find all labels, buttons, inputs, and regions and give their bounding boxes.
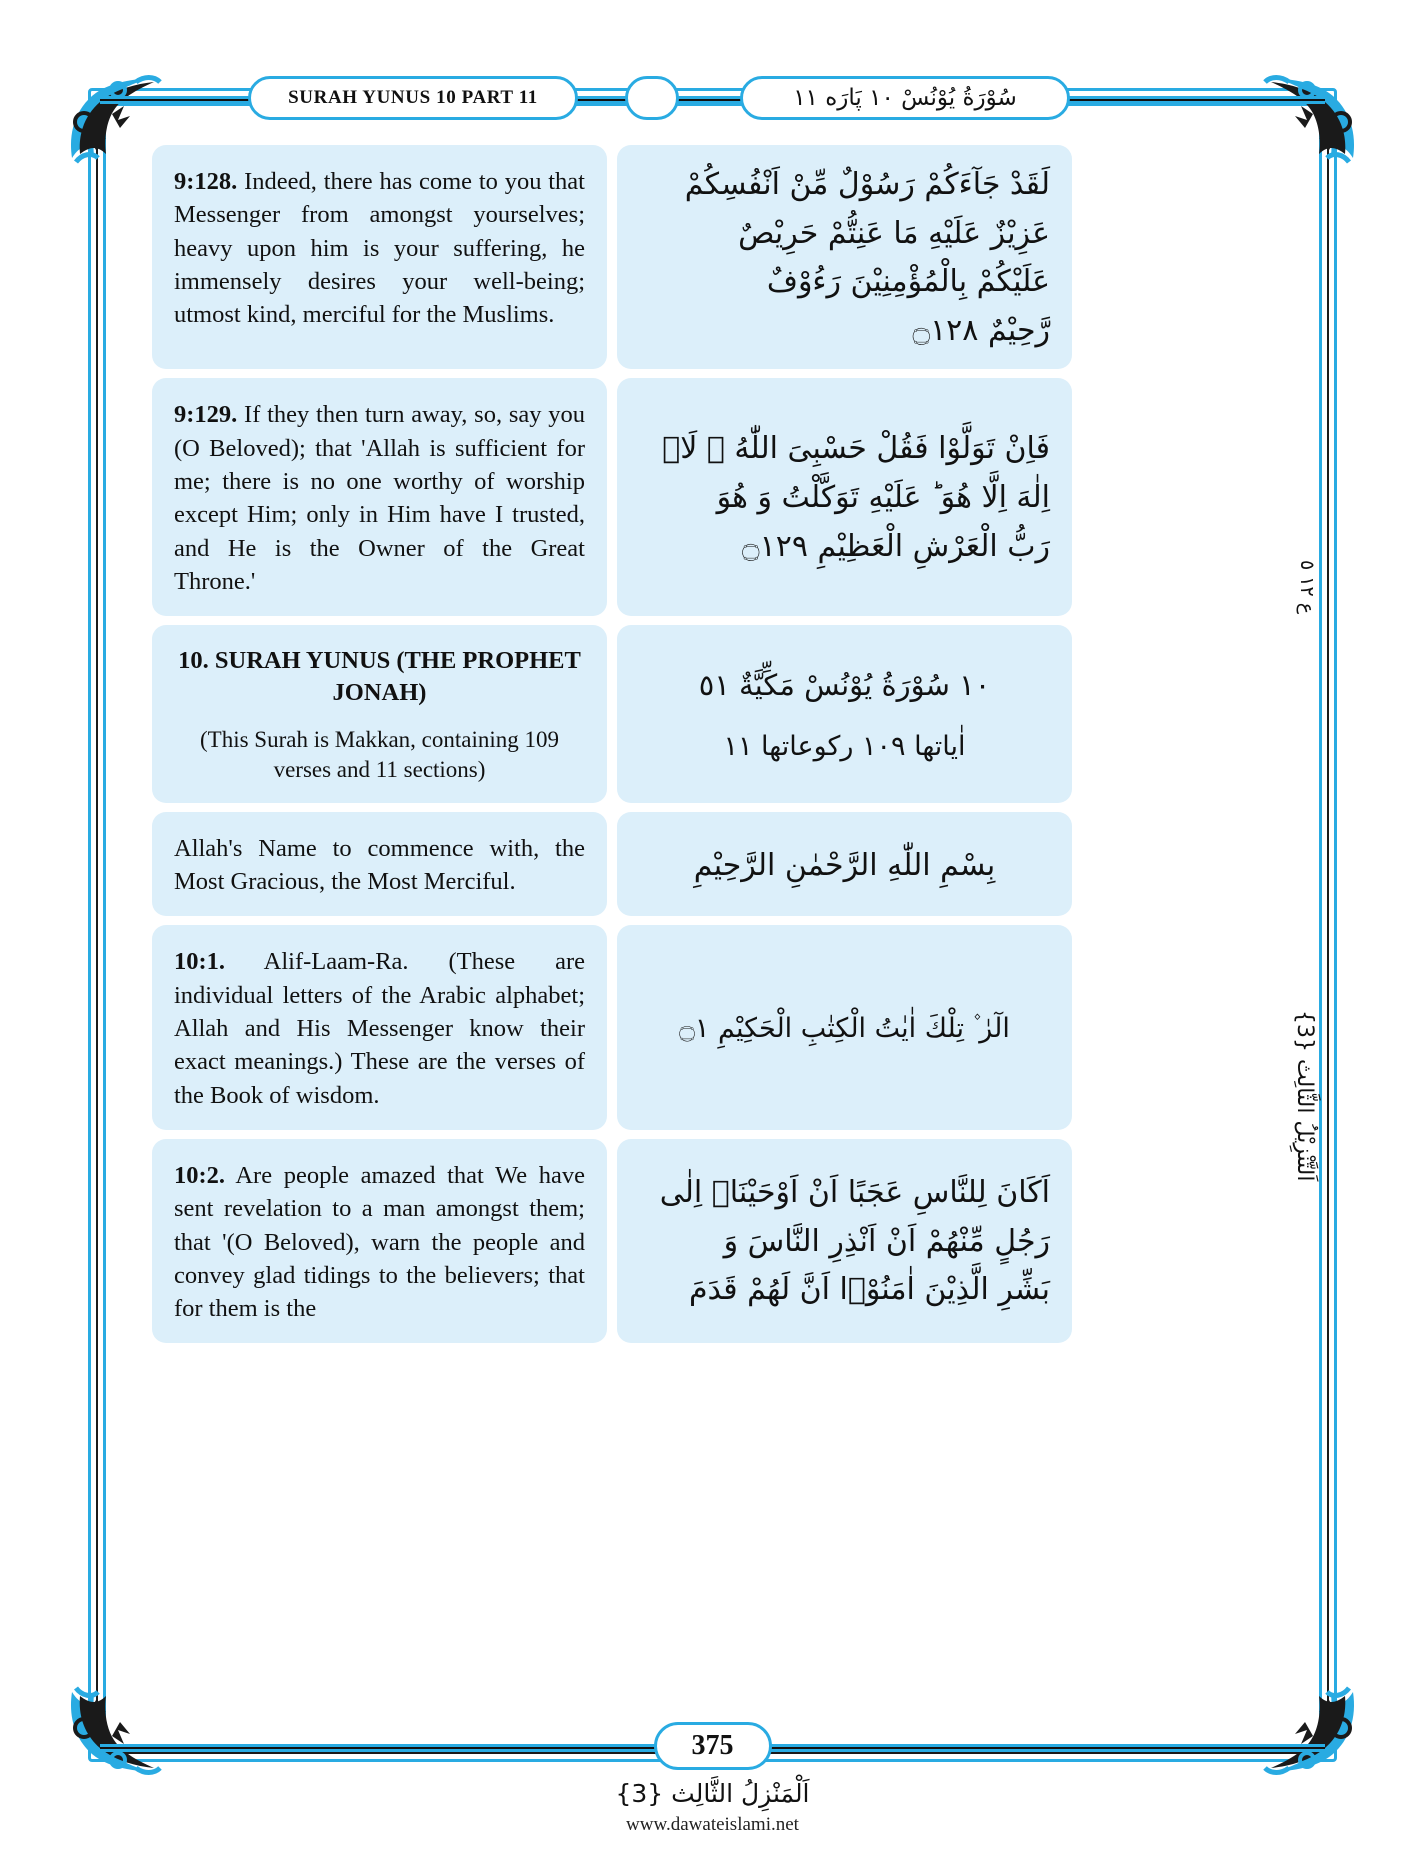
verse-row: [152, 1139, 1072, 1344]
arabic-line: فَاِنْ تَوَلَّوْا فَقُلْ حَسْبِیَ اللّٰهُ ۖ لَاۤ: [662, 431, 1050, 467]
header-banner-english-label: SURAH YUNUS 10 PART 11: [288, 87, 538, 108]
surah-header-arabic-cell: [617, 625, 1072, 802]
surah-meta-arabic: اٰیاتها ١٠٩ رکوعاتها ١١: [723, 730, 966, 762]
surah-header-english-cell: [152, 625, 607, 802]
translation-body: If they then turn away, so, say you (O Beloved); that 'Allah is sufficient for me; there is no one worthy of worship except Him; only in Him have I trusted, and He is the Owner of the Great Throne.': [174, 401, 585, 595]
verse-reference: 9:129.: [174, 401, 238, 429]
footer-manzil-label: اَلْمَنْزِلُ الثَّالِث {3}: [615, 1779, 810, 1808]
verse-reference: 10:2.: [174, 1161, 226, 1189]
header-banner-english: [248, 76, 578, 120]
translation-body: Are people amazed that We have sent revelation to a man amongst them; that '(O Beloved), warn the people and convey glad tidings to the believers; that for them is the: [174, 1161, 585, 1323]
header-banner-urdu-label: سُوْرَةُ يُوْنُسْ ١٠ پَارَه ١١: [793, 85, 1017, 111]
footer-url: www.dawateislami.net: [626, 1814, 799, 1835]
bismillah-arabic: بِسْمِ اللّٰهِ الرَّحْمٰنِ الرَّحِيْمِ: [693, 847, 996, 883]
bismillah-row: [152, 812, 1072, 917]
ruku-marker: ع ١٢ ٥: [1296, 560, 1318, 615]
arabic-line: رَبُّ الْعَرْشِ الْعَظِيْمِ ۝١٢٩: [742, 528, 1050, 564]
translation-cell: [152, 925, 607, 1130]
arabic-cell: [617, 378, 1072, 616]
surah-title-arabic: ١٠ سُوْرَةُ يُوْنُسْ مَكِّيَّةٌ ٥١: [698, 667, 991, 702]
verse-row: [152, 145, 1072, 369]
arabic-line: لَقَدْ جَآءَكُمْ رَسُوْلٌ مِّنْ اَنْفُسِكُمْ: [684, 167, 1050, 202]
arabic-cell: [617, 145, 1072, 369]
manzil-side-marker: اَلتَّنْزِيْلُ الثَّالِث {3}: [1292, 1010, 1317, 1182]
translation-cell: [152, 378, 607, 616]
arabic-line: عَلَيْكُمْ بِالْمُؤْمِنِيْنَ رَءُوْفٌ: [766, 264, 1050, 300]
surah-title-english: 10. SURAH YUNUS (THE PROPHET JONAH): [178, 647, 581, 707]
verse-reference: 10:1.: [174, 948, 226, 976]
verse-row: [152, 925, 1072, 1130]
arabic-line: بَشِّرِ الَّذِيْنَ اٰمَنُوْۤا اَنَّ لَهُمْ قَدَمَ: [688, 1272, 1050, 1308]
page-header: [100, 76, 1325, 124]
header-banner-urdu: [740, 76, 1070, 120]
arabic-line: الٓرٰ ۫ تِلْكَ اٰيٰتُ الْكِتٰبِ الْحَكِيْمِ ۝١: [679, 1012, 1010, 1044]
bismillah-translation-cell: [152, 812, 607, 917]
bismillah-arabic-cell: [617, 812, 1072, 917]
translation-text: [174, 945, 585, 1112]
translation-body: Alif-Laam-Ra. (These are individual letters of the Arabic alphabet; Allah and His Messenger know their exact meanings.) These are the verses of the Book of wisdom.: [174, 948, 585, 1109]
page-footer: [100, 1722, 1325, 1774]
surah-header-row: [152, 625, 1072, 802]
page-number: 375: [691, 1730, 734, 1761]
translation-text: [174, 1159, 585, 1326]
arabic-cell: [617, 1139, 1072, 1344]
header-banner-spacer: [625, 76, 679, 120]
verse-content: [152, 145, 1072, 1352]
translation-text: [174, 165, 585, 332]
arabic-line: رَجُلٍ مِّنْهُمْ اَنْ اَنْذِرِ النَّاسَ وَ: [723, 1223, 1050, 1259]
arabic-cell: [617, 925, 1072, 1130]
surah-subtitle-english: (This Surah is Makkan, containing 109 verses and 11 sections): [199, 726, 559, 782]
translation-text: [174, 398, 585, 598]
translation-cell: [152, 145, 607, 369]
arabic-line: اِلٰهَ اِلَّا هُوَ ؕ عَلَيْهِ تَوَكَّلْتُ وَ هُوَ: [716, 480, 1050, 516]
verse-row: [152, 378, 1072, 616]
page-number-badge: [654, 1722, 772, 1770]
arabic-line: رَّحِيْمٌ ۝١٢٨: [912, 312, 1050, 348]
bismillah-translation: Allah's Name to commence with, the Most Gracious, the Most Merciful.: [174, 834, 585, 896]
translation-body: Indeed, there has come to you that Messenger from amongst yourselves; heavy upon him is your suffering, he immensely desires your well-being; utmost kind, merciful for the Muslims.: [174, 168, 585, 329]
arabic-line: اَكَانَ لِلنَّاسِ عَجَبًا اَنْ اَوْحَيْنَاۤ اِلٰى: [659, 1175, 1050, 1211]
arabic-line: عَزِيْزٌ عَلَيْهِ مَا عَنِتُّمْ حَرِيْصٌ: [738, 215, 1050, 251]
verse-reference: 9:128.: [174, 168, 238, 195]
translation-cell: [152, 1139, 607, 1344]
